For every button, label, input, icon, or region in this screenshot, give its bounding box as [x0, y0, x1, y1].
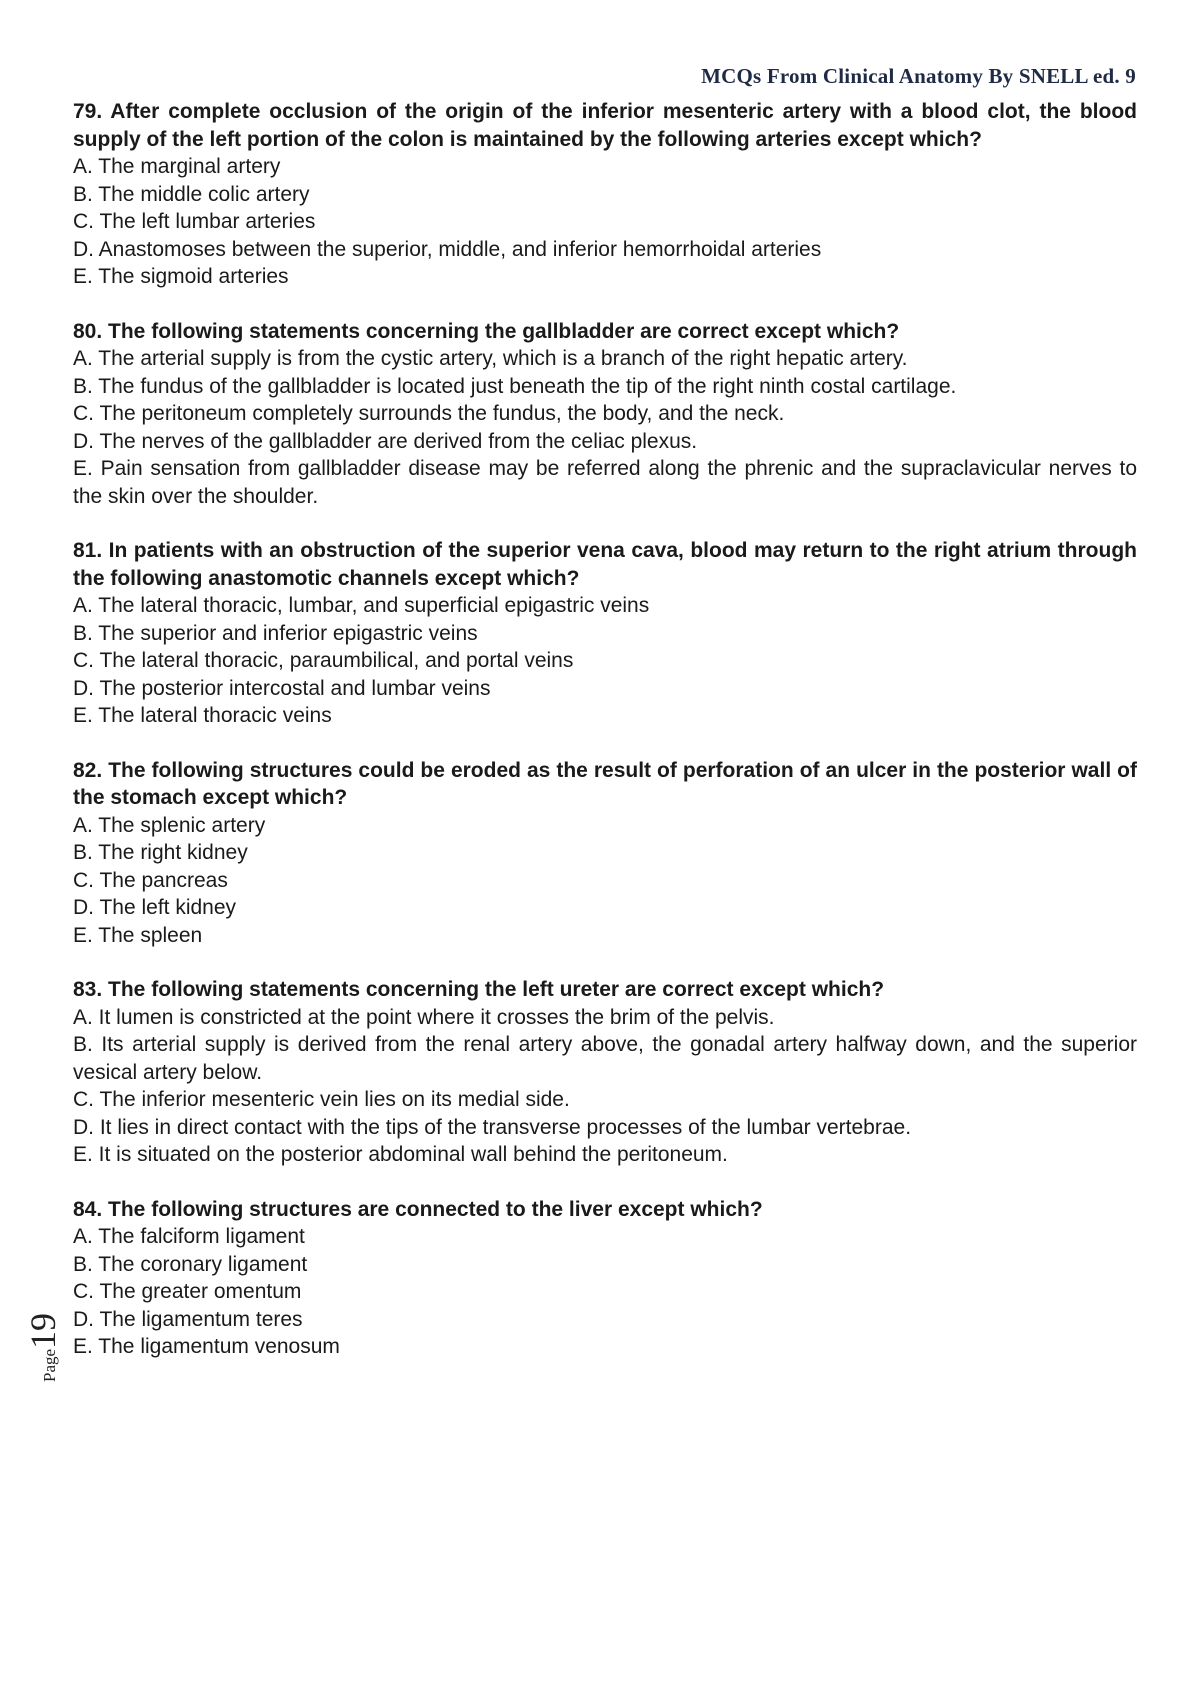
option-c: C. The lateral thoracic, paraumbilical, and portal veins: [73, 649, 574, 672]
question-80: [73, 318, 1137, 511]
option-e: E. The sigmoid arteries: [73, 265, 289, 288]
question-83: [73, 976, 1137, 1169]
option-b: B. The middle colic artery: [73, 182, 310, 206]
question-81: [73, 537, 1137, 730]
option-d: D. The left kidney: [73, 896, 237, 919]
question-79: [73, 98, 1137, 291]
page-number-value: 19: [23, 1312, 63, 1349]
page-number: [22, 1313, 64, 1382]
option-c: C. The left lumbar arteries: [73, 210, 316, 233]
option-d: D. The ligamentum teres: [73, 1307, 303, 1331]
option-b: B. The superior and inferior epigastric veins: [73, 621, 478, 645]
option-d: D. It lies in direct contact with the tips of the transverse processes of the lumbar vertebrae.: [73, 1115, 912, 1139]
running-header: MCQs From Clinical Anatomy By SNELL ed. 9: [701, 64, 1136, 88]
option-a: A. The splenic artery: [73, 813, 266, 837]
option-e: E. Pain sensation from gallbladder disease may be referred along the phrenic and the supraclavicular nerves to the skin over the shoulder.: [73, 457, 1137, 508]
option-c: C. The pancreas: [73, 868, 228, 892]
question-82: [73, 757, 1137, 950]
option-b: B. The coronary ligament: [73, 1252, 308, 1276]
option-c: C. The inferior mesenteric vein lies on its medial side.: [73, 1088, 570, 1111]
option-c: C. The peritoneum completely surrounds the fundus, the body, and the neck.: [73, 402, 785, 425]
option-d: D. The nerves of the gallbladder are derived from the celiac plexus.: [73, 429, 698, 453]
option-b: B. The right kidney: [73, 841, 248, 864]
question-list: [73, 98, 1137, 1388]
option-d: D. Anastomoses between the superior, middle, and inferior hemorrhoidal arteries: [73, 237, 822, 261]
option-b: B. Its arterial supply is derived from the renal artery above, the gonadal artery halfway down, and the superior vesical artery below.: [73, 1033, 1137, 1084]
option-d: D. The posterior intercostal and lumbar veins: [73, 676, 491, 700]
option-e: E. It is situated on the posterior abdominal wall behind the peritoneum.: [73, 1143, 728, 1166]
question-stem: 82. The following structures could be eroded as the result of perforation of an ulcer in the posterior wall of the stomach except which?: [73, 758, 1137, 809]
question-stem: 83. The following statements concerning the left ureter are correct except which?: [73, 978, 885, 1001]
option-a: A. The lateral thoracic, lumbar, and superficial epigastric veins: [73, 594, 650, 617]
question-stem: 79. After complete occlusion of the origin of the inferior mesenteric artery with a blood clot, the blood supply of the left portion of the colon is maintained by the following arteries except which?: [73, 100, 1137, 151]
option-a: A. The falciform ligament: [73, 1225, 305, 1248]
question-stem: 84. The following structures are connected to the liver except which?: [73, 1197, 763, 1221]
page-number-label: Page: [40, 1348, 59, 1382]
option-b: B. The fundus of the gallbladder is located just beneath the tip of the right ninth costal cartilage.: [73, 374, 957, 398]
option-a: A. The arterial supply is from the cystic artery, which is a branch of the right hepatic artery.: [73, 347, 908, 370]
option-c: C. The greater omentum: [73, 1280, 302, 1303]
option-e: E. The lateral thoracic veins: [73, 704, 332, 727]
option-a: A. It lumen is constricted at the point where it crosses the brim of the pelvis.: [73, 1005, 775, 1029]
option-e: E. The spleen: [73, 923, 203, 947]
question-84: [73, 1196, 1137, 1361]
question-stem: 81. In patients with an obstruction of the superior vena cava, blood may return to the right atrium through the following anastomotic channels except which?: [73, 539, 1137, 590]
option-e: E. The ligamentum venosum: [73, 1335, 340, 1358]
option-a: A. The marginal artery: [73, 155, 281, 178]
question-stem: 80. The following statements concerning the gallbladder are correct except which?: [73, 319, 900, 343]
